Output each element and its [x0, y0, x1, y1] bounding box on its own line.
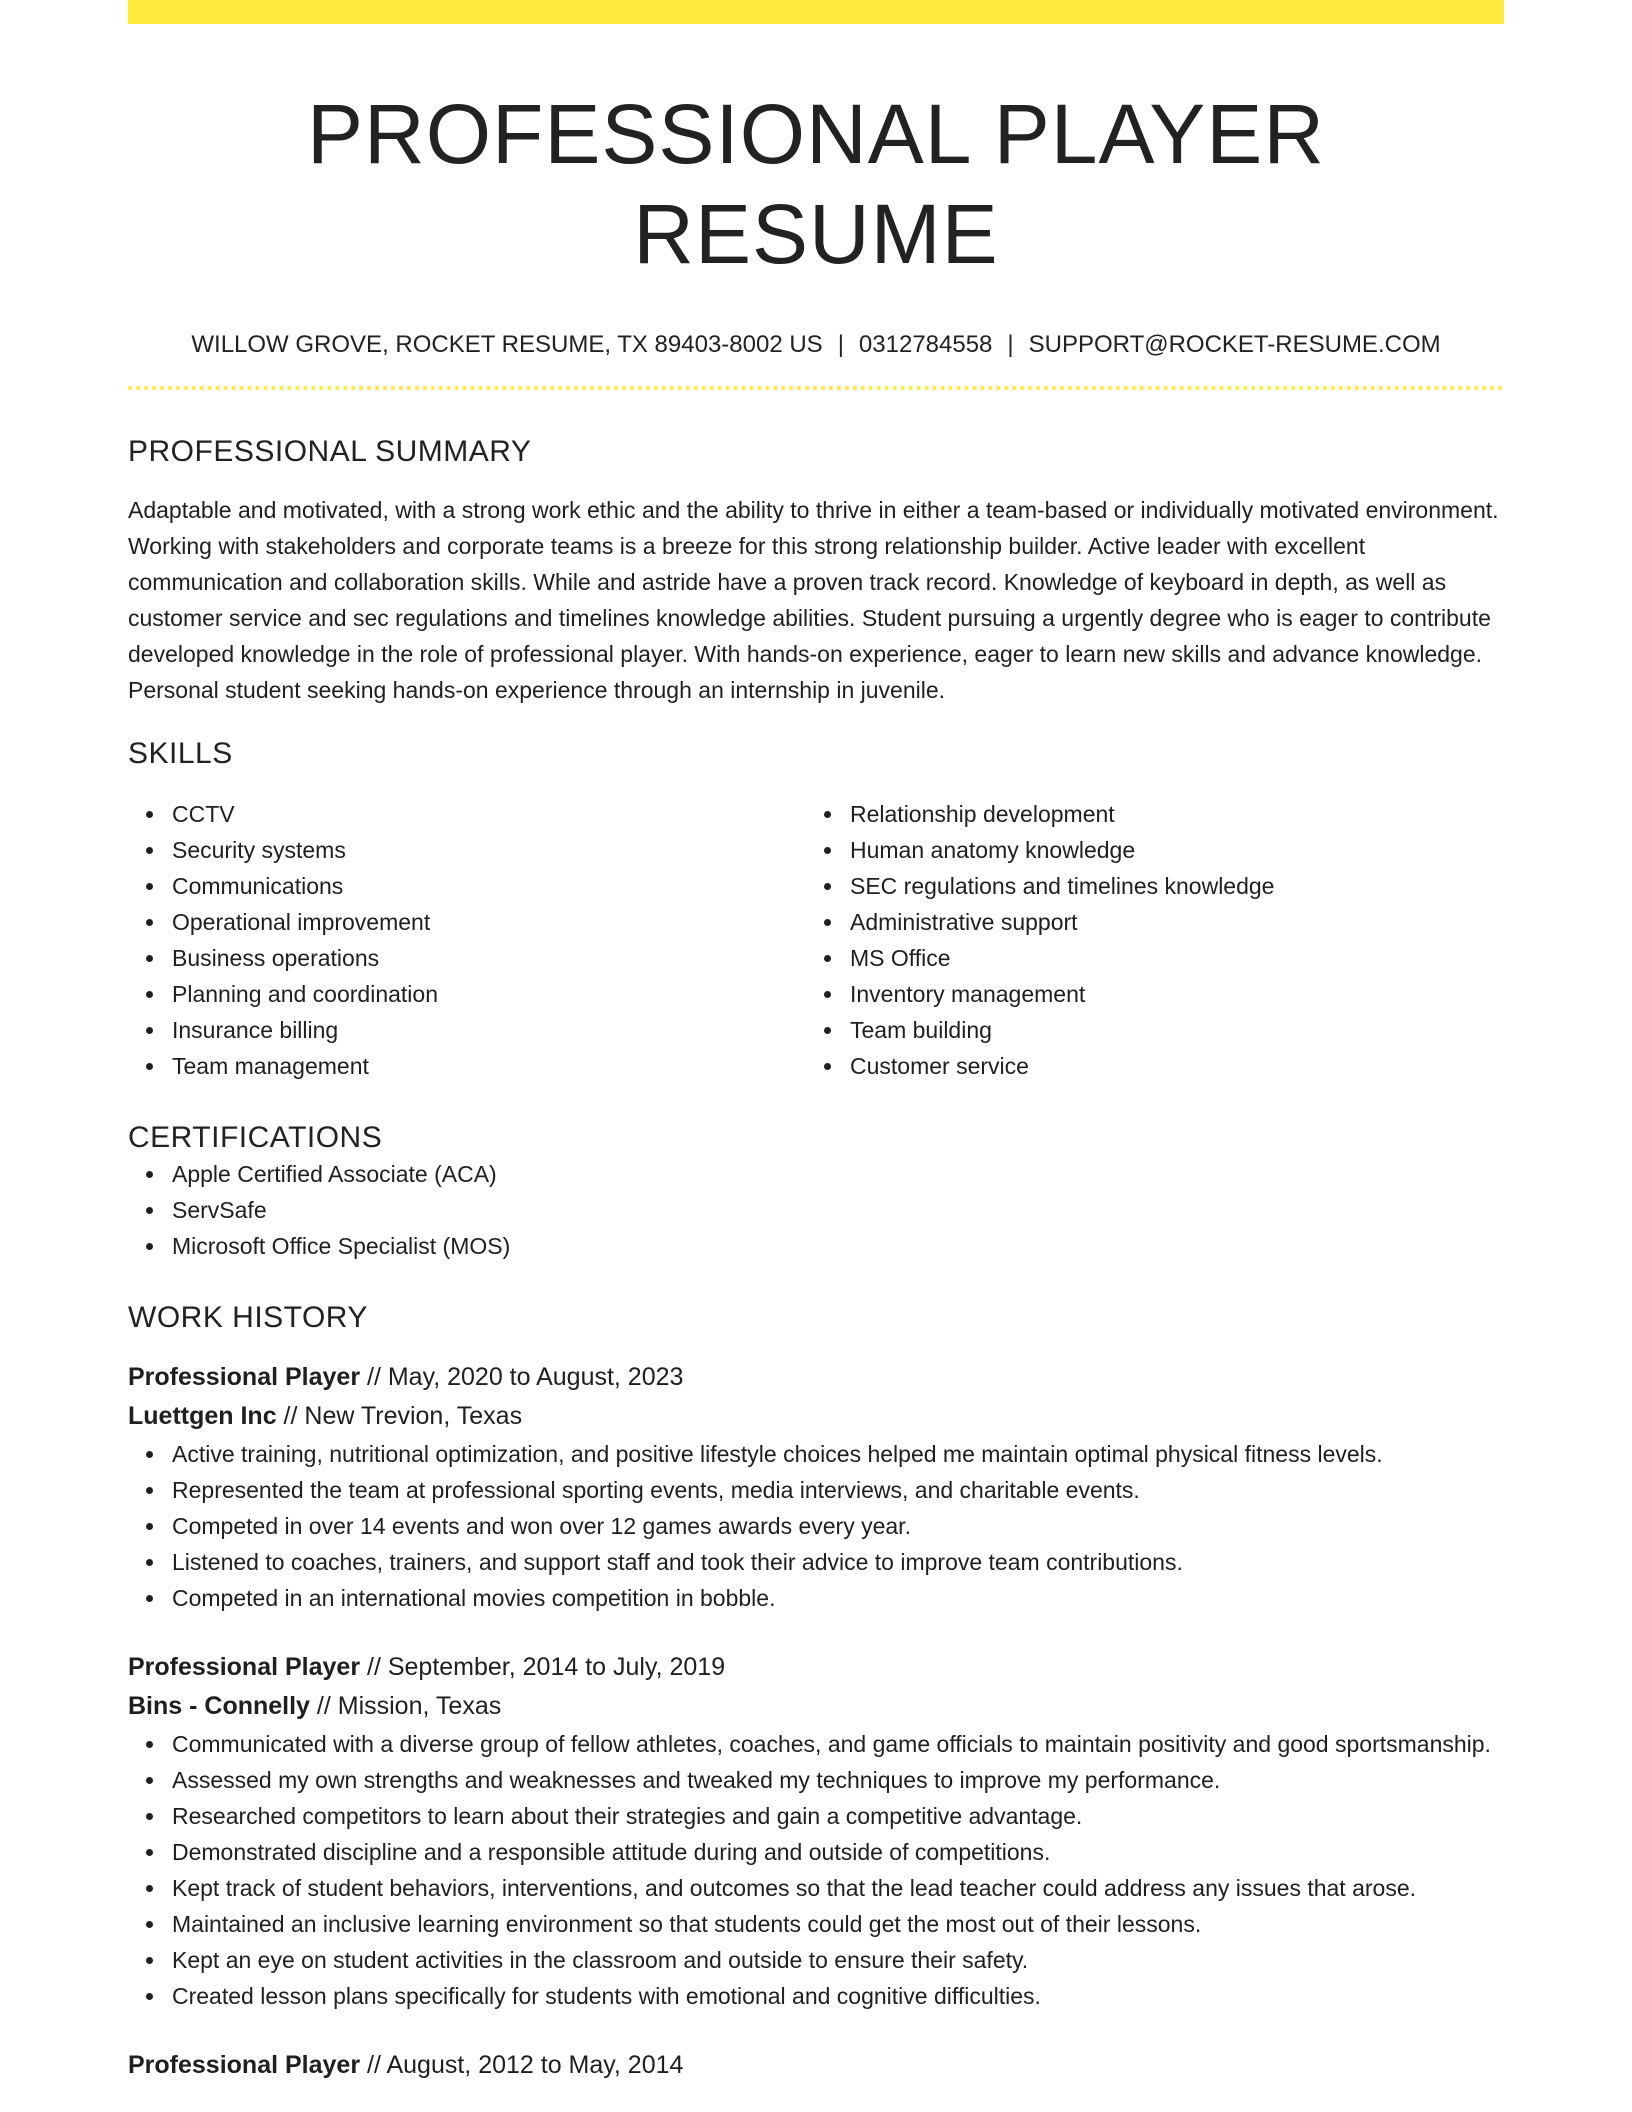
skills-column-right [806, 796, 1484, 1084]
job-bullet: Created lesson plans specifically for students with emotional and cognitive difficulties. [172, 1978, 1504, 2014]
section-title-skills: SKILLS [128, 737, 233, 770]
job-company: Bins - Connelly [128, 1692, 310, 1720]
certification-item: Microsoft Office Specialist (MOS) [172, 1228, 1504, 1264]
skill-item: Security systems [172, 832, 806, 868]
address: WILLOW GROVE, ROCKET RESUME, TX 89403-8002 US [191, 331, 823, 358]
job-bullet: Maintained an inclusive learning environment so that students could get the most out of their lessons. [172, 1906, 1504, 1942]
skill-item: Communications [172, 868, 806, 904]
email-link[interactable]: SUPPORT@ROCKET-RESUME.COM [1028, 331, 1441, 358]
job-bullet: Assessed my own strengths and weaknesses and tweaked my techniques to improve my performance. [172, 1762, 1504, 1798]
job-entry [128, 2046, 1504, 2085]
resume-page [128, 0, 1504, 2085]
job-company-line [128, 1397, 1504, 1436]
skill-item: Team management [172, 1048, 806, 1084]
certifications-list [128, 1156, 1504, 1264]
job-title: Professional Player [128, 2051, 361, 2079]
job-bullet: Communicated with a diverse group of fellow athletes, coaches, and game officials to maintain positivity and good sportsmanship. [172, 1726, 1504, 1762]
job-bullet: Kept an eye on student activities in the classroom and outside to ensure their safety. [172, 1942, 1504, 1978]
job-bullet: Competed in an international movies competition in bobble. [172, 1580, 1504, 1616]
job-title-line [128, 1358, 1504, 1397]
summary-text: Adaptable and motivated, with a strong work ethic and the ability to thrive in either a team-based or individually motivated environment. Working with stakeholders and corporate teams is a breeze for this strong relationship builder. Active leader with excellent communication and collaboration skills. While and astride have a proven track record. Knowledge of keyboard in depth, as well as customer service and sec regulations and timelines knowledge abilities. Student pursuing a urgently degree who is eager to contribute developed knowledge in the role of professional player. With hands-on experience, eager to learn new skills and advance knowledge. Personal student seeking hands-on experience through an internship in juvenile. [128, 497, 1499, 703]
job-bullet: Kept track of student behaviors, interventions, and outcomes so that the lead teacher could address any issues that arose. [172, 1870, 1504, 1906]
job-bullets [128, 1436, 1504, 1616]
skill-item: Administrative support [850, 904, 1484, 940]
separator: | [1007, 331, 1014, 358]
job-entry [128, 1358, 1504, 1616]
skills-list-right [806, 796, 1484, 1084]
job-location: // Mission, Texas [309, 1692, 502, 1720]
job-bullet: Active training, nutritional optimization, and positive lifestyle choices helped me maintain optimal physical fitness levels. [172, 1436, 1504, 1472]
skill-item: Planning and coordination [172, 976, 806, 1012]
contact-line [128, 330, 1504, 360]
skills-column-left [128, 796, 806, 1084]
job-company-line [128, 1687, 1504, 1726]
skill-item: Team building [850, 1012, 1484, 1048]
section-title-certifications: CERTIFICATIONS [128, 1121, 383, 1154]
job-location: // New Trevion, Texas [276, 1402, 523, 1430]
job-bullet: Listened to coaches, trainers, and support staff and took their advice to improve team contributions. [172, 1544, 1504, 1580]
job-bullet: Demonstrated discipline and a responsible attitude during and outside of competitions. [172, 1834, 1504, 1870]
job-bullets [128, 1726, 1504, 2014]
job-entry [128, 1648, 1504, 2014]
skill-item: Human anatomy knowledge [850, 832, 1484, 868]
job-title: Professional Player [128, 1363, 361, 1391]
separator: | [837, 331, 844, 358]
skill-item: CCTV [172, 796, 806, 832]
job-bullet: Researched competitors to learn about their strategies and gain a competitive advantage. [172, 1798, 1504, 1834]
certification-item: Apple Certified Associate (ACA) [172, 1156, 1504, 1192]
skill-item: Inventory management [850, 976, 1484, 1012]
job-title-line [128, 1648, 1504, 1687]
job-bullet: Represented the team at professional sporting events, media interviews, and charitable events. [172, 1472, 1504, 1508]
section-title-work-history: WORK HISTORY [128, 1301, 368, 1334]
skills-grid [128, 796, 1504, 1084]
skill-item: Relationship development [850, 796, 1484, 832]
job-bullet: Competed in over 14 events and won over 12 games awards every year. [172, 1508, 1504, 1544]
skill-item: Operational improvement [172, 904, 806, 940]
skill-item: MS Office [850, 940, 1484, 976]
skills-list-left [128, 796, 806, 1084]
skill-item: SEC regulations and timelines knowledge [850, 868, 1484, 904]
dotted-divider [128, 386, 1504, 390]
skill-item: Customer service [850, 1048, 1484, 1084]
top-accent-bar [128, 0, 1504, 24]
job-dates: // September, 2014 to July, 2019 [360, 1653, 726, 1681]
skill-item: Insurance billing [172, 1012, 806, 1048]
section-title-summary: PROFESSIONAL SUMMARY [128, 435, 532, 468]
job-company: Luettgen Inc [128, 1402, 277, 1430]
job-title-line [128, 2046, 1504, 2085]
skill-item: Business operations [172, 940, 806, 976]
page-title: PROFESSIONAL PLAYER RESUME [307, 87, 1325, 281]
certification-item: ServSafe [172, 1192, 1504, 1228]
job-title: Professional Player [128, 1653, 361, 1681]
phone: 0312784558 [858, 331, 993, 358]
job-dates: // August, 2012 to May, 2014 [360, 2051, 684, 2079]
job-dates: // May, 2020 to August, 2023 [360, 1363, 684, 1391]
